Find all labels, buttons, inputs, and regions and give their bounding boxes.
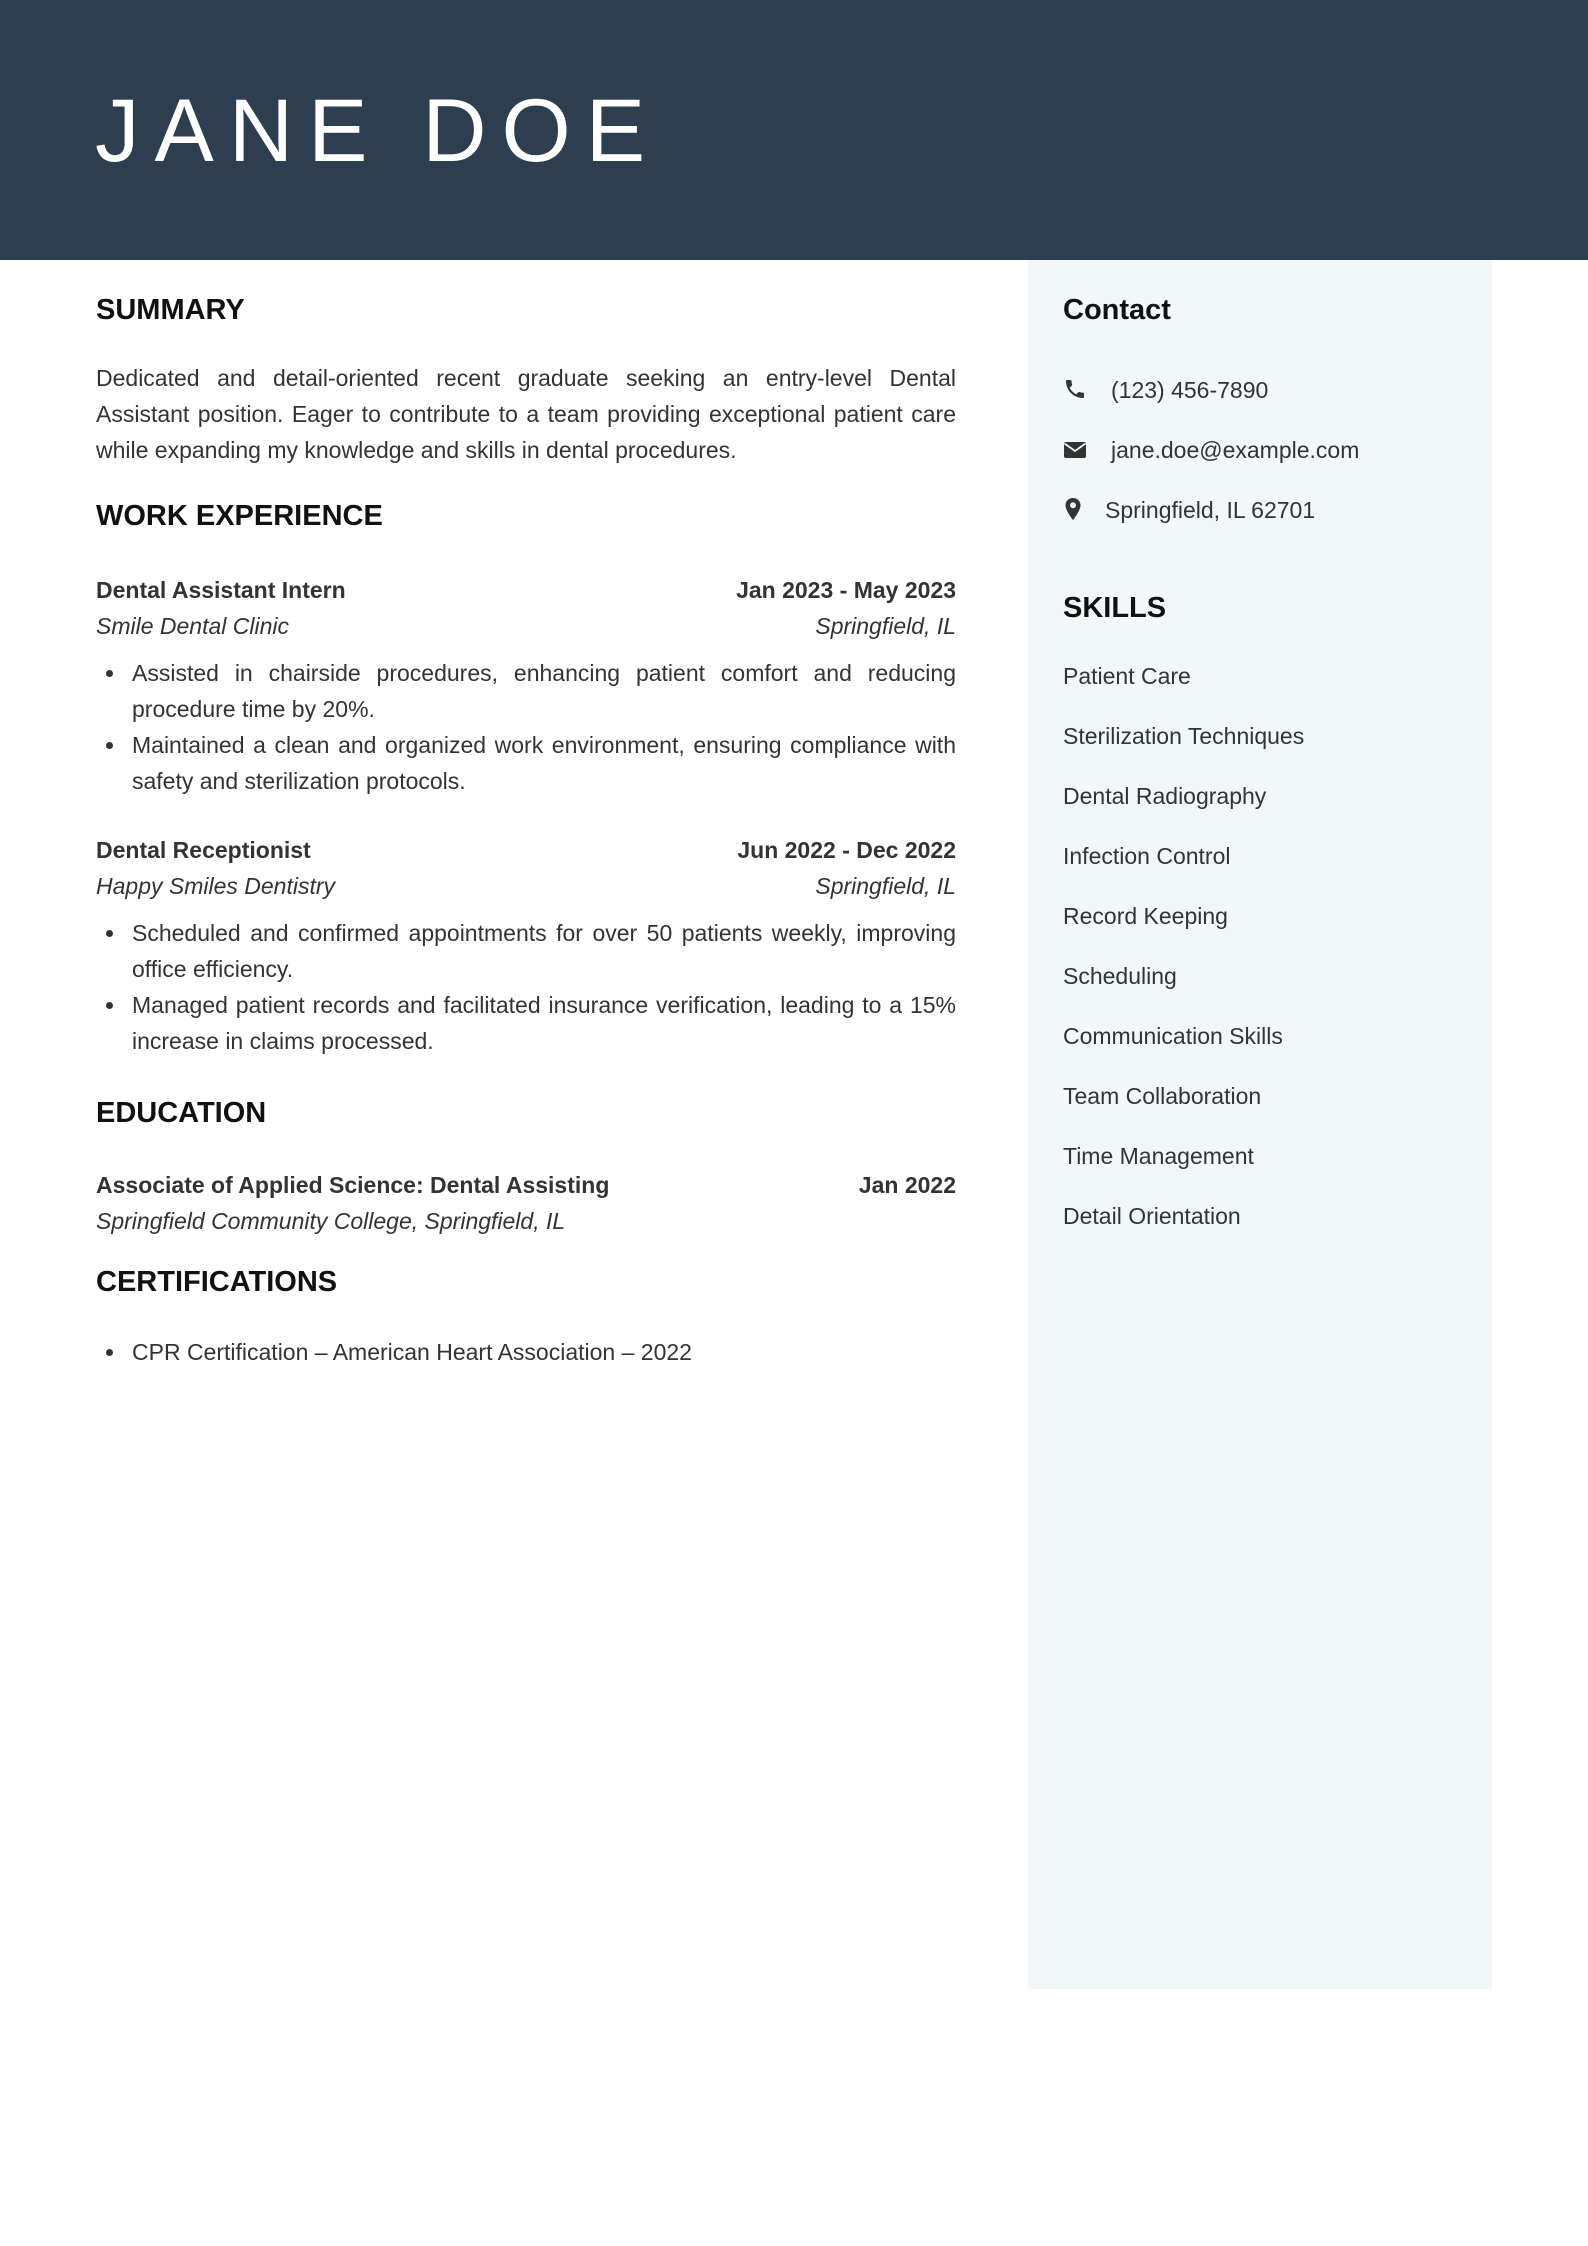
list-item: Scheduled and confirmed appointments for over 50 patients weekly, improving office efficiency. — [132, 915, 956, 987]
skill-item: Detail Orientation — [1063, 1203, 1241, 1229]
contact-address — [1063, 497, 1463, 523]
bullet-icon — [106, 930, 113, 937]
job-location: Springfield, IL — [815, 873, 956, 899]
summary-heading: SUMMARY — [96, 294, 245, 326]
skill-item: Sterilization Techniques — [1063, 723, 1305, 749]
bullet-icon — [106, 670, 113, 677]
skill-item: Record Keeping — [1063, 903, 1228, 929]
phone-text: (123) 456-7890 — [1111, 377, 1269, 403]
header-banner — [0, 0, 1588, 260]
bullet-icon — [106, 1349, 113, 1356]
job-title: Dental Receptionist — [96, 837, 311, 863]
education-school: Springfield Community College, Springfield, IL — [96, 1208, 566, 1234]
job-company: Happy Smiles Dentistry — [96, 873, 336, 899]
phone-icon — [1063, 377, 1087, 401]
summary-text: Dedicated and detail-oriented recent graduate seeking an entry-level Dental Assistant position. Eager to contribute to a team providing exceptional patient care while expanding my knowledge and skills in dental procedures. — [96, 365, 956, 463]
email-text[interactable]: jane.doe@example.com — [1111, 437, 1360, 463]
skill-item: Communication Skills — [1063, 1023, 1283, 1049]
contact-email — [1063, 437, 1463, 463]
address-text: Springfield, IL 62701 — [1105, 497, 1316, 523]
education-degree-row — [96, 1167, 956, 1203]
job-2-bullets — [96, 915, 956, 1059]
job-1-title-row — [96, 572, 956, 608]
list-item: Managed patient records and facilitated insurance verification, leading to a 15% increase in claims processed. — [132, 987, 956, 1059]
job-dates: Jan 2023 - May 2023 — [736, 577, 956, 603]
job-1-bullets — [96, 655, 956, 799]
map-marker-icon — [1063, 497, 1083, 521]
list-item: CPR Certification – American Heart Association – 2022 — [132, 1334, 956, 1370]
job-title: Dental Assistant Intern — [96, 577, 346, 603]
candidate-name: JANE DOE — [95, 80, 661, 180]
job-location: Springfield, IL — [815, 613, 956, 639]
certifications-list — [96, 1334, 956, 1370]
job-1-company-row — [96, 608, 956, 644]
certifications-heading: CERTIFICATIONS — [96, 1266, 338, 1298]
bullet-icon — [106, 1002, 113, 1009]
job-2-company-row — [96, 868, 956, 904]
bullet-icon — [106, 742, 113, 749]
skill-item: Team Collaboration — [1063, 1083, 1262, 1109]
skill-item: Patient Care — [1063, 663, 1191, 689]
list-item: Assisted in chairside procedures, enhancing patient comfort and reducing procedure time by 20%. — [132, 655, 956, 727]
skill-item: Dental Radiography — [1063, 783, 1267, 809]
education-degree: Associate of Applied Science: Dental Assisting — [96, 1172, 610, 1198]
job-2-title-row — [96, 832, 956, 868]
list-item: Maintained a clean and organized work environment, ensuring compliance with safety and sterilization protocols. — [132, 727, 956, 799]
education-date: Jan 2022 — [858, 1172, 956, 1198]
education-heading: EDUCATION — [96, 1097, 267, 1129]
skill-item: Time Management — [1063, 1143, 1254, 1169]
job-company: Smile Dental Clinic — [96, 613, 290, 639]
envelope-icon — [1063, 438, 1087, 462]
skills-heading: SKILLS — [1063, 592, 1167, 624]
work-heading: WORK EXPERIENCE — [96, 500, 383, 532]
contact-heading: Contact — [1063, 294, 1171, 326]
skill-item: Scheduling — [1063, 963, 1177, 989]
contact-phone — [1063, 377, 1463, 403]
job-dates: Jun 2022 - Dec 2022 — [737, 837, 956, 863]
skill-item: Infection Control — [1063, 843, 1231, 869]
